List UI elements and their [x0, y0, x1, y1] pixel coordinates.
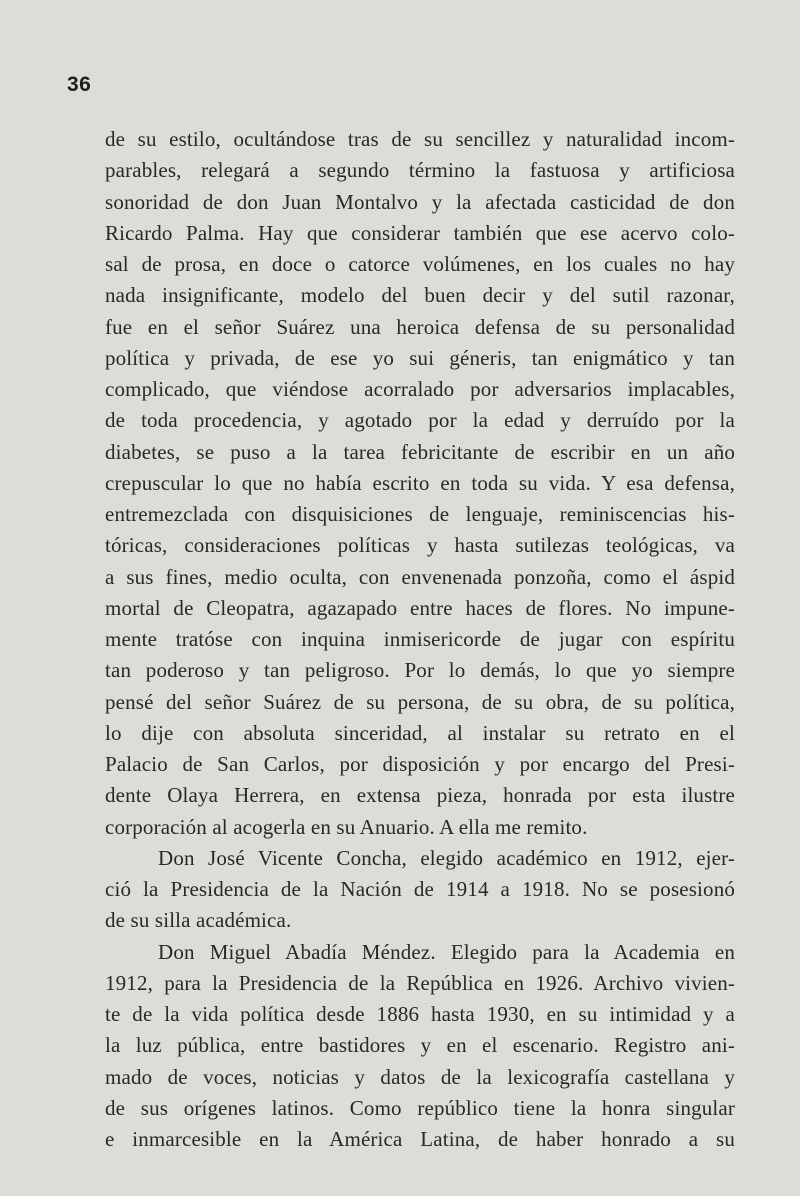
text-line: parables, relegará a segundo término la fastuosa y artificiosa [105, 158, 735, 183]
text-line: lo dije con absoluta sinceridad, al instalar su retrato en el [105, 720, 735, 745]
text-line: ció la Presidencia de la Nación de 1914 a 1918. No se posesionó [105, 877, 735, 901]
text-line: Don José Vicente Concha, elegido académico en 1912, ejer- [158, 845, 735, 870]
text-line: mente tratóse con inquina inmisericorde de jugar con espíritu [105, 627, 735, 651]
text-line: Don Miguel Abadía Méndez. Elegido para la Academia en [158, 939, 735, 964]
text-line: diabetes, se puso a la tarea febricitante de escribir en un año [105, 439, 735, 464]
text-line: pensé del señor Suárez de su persona, de su obra, de su política, [105, 689, 735, 714]
text-line: mado de voces, noticias y datos de la lexicografía castellana y [105, 1064, 735, 1089]
text-line: te de la vida política desde 1886 hasta 1930, en su intimidad y a [105, 1002, 735, 1026]
text-line: complicado, que viéndose acorralado por adversarios implacables, [105, 377, 735, 401]
text-line: corporación al acogerla en su Anuario. A ella me remito. [105, 814, 588, 839]
text-line: entremezclada con disquisiciones de lenguaje, reminiscencias his- [105, 502, 735, 526]
text-line: de su silla académica. [105, 908, 292, 933]
text-line: a sus fines, medio oculta, con envenenada ponzoña, como el áspid [105, 564, 735, 589]
text-line: sonoridad de don Juan Montalvo y la afectada casticidad de don [105, 189, 735, 214]
text-line: dente Olaya Herrera, en extensa pieza, honrada por esta ilustre [105, 783, 735, 808]
text-line: nada insignificante, modelo del buen decir y del sutil razonar, [105, 283, 735, 308]
text-line: Ricardo Palma. Hay que considerar también que ese acervo colo- [105, 220, 735, 245]
text-line: Palacio de San Carlos, por disposición y por encargo del Presi- [105, 752, 735, 776]
text-line: tan poderoso y tan peligroso. Por lo demás, lo que yo siempre [105, 658, 735, 683]
text-line: sal de prosa, en doce o catorce volúmenes, en los cuales no hay [105, 252, 735, 276]
text-line: de su estilo, ocultándose tras de su sencillez y naturalidad incom- [105, 127, 735, 151]
text-line: de sus orígenes latinos. Como repúblico tiene la honra singular [105, 1095, 735, 1120]
text-line: la luz pública, entre bastidores y en el escenario. Registro ani- [105, 1033, 735, 1058]
text-line: política y privada, de ese yo sui géneris, tan enigmático y tan [105, 345, 735, 370]
text-line: crepuscular lo que no había escrito en toda su vida. Y esa defensa, [105, 470, 735, 495]
text-line: mortal de Cleopatra, agazapado entre haces de flores. No impune- [105, 595, 735, 620]
text-line: de toda procedencia, y agotado por la edad y derruído por la [105, 408, 735, 433]
text-line: e inmarcesible en la América Latina, de haber honrado a su [105, 1127, 735, 1151]
text-line: tóricas, consideraciones políticas y hasta sutilezas teológicas, va [105, 533, 735, 558]
text-line: 1912, para la Presidencia de la República en 1926. Archivo vivien- [105, 970, 735, 995]
text-line: fue en el señor Suárez una heroica defensa de su personalidad [105, 314, 735, 339]
page-number: 36 [67, 73, 92, 96]
body-text [105, 124, 735, 1155]
